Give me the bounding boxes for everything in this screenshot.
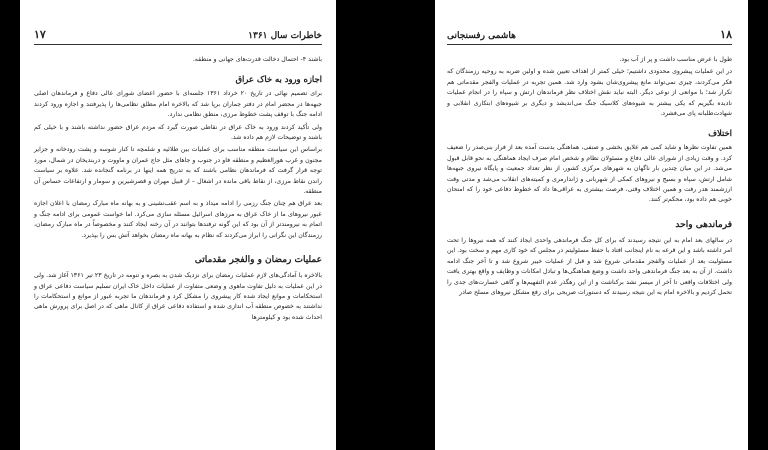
page-number: ۱۸: [720, 28, 732, 41]
page-number: ۱۷: [34, 28, 46, 41]
running-title: خاطرات سال ۱۳۶۱: [248, 31, 322, 41]
paragraph: در سالهای بعد امام به این نتیجه رسیدند که برای کل جنگ فرماندهی واحدی ایجاد کنند که همه نیروها را تحت امر داشته باشد و این قرعه به نام اینجانب افتاد با حفظ مسئولیتم در مجلس که خود کاری مهم و سخت بود. این مسئولیت بعد از عملیات والفجر مقدماتی شروع شد و قبل از عملیات خیبر شروع شد و تا آخر جنگ ادامه داشت. از آن به بعد جنگ فرماندهی واحد داشت و وضع هماهنگی‌ها و تبادل امکانات و وظایف و واقع بهتری یافت ولی اختلافات واقعی تا آخر از میسر نشد برکناشت و از این رهگذر عدم التفهیم‌ها و گاهی خسارت‌های جدی را تحمل کردیم و بالاخره امام به این نتیجه رسیدند که دستورات صریحی برای رفع مشکل نیروهای مسلح صادر: [447, 236, 732, 296]
paragraph: بالاخره با آمادگی‌های لازم عملیات رمضان برای نزدیک شدن به بصره و تنومه در تاریخ ۲۳ تیر ۱۳۶۱ آغاز شد. ولی در این عملیات به دلیل تفاوت ماهوی و وضعی متفاوت از عملیات داخل خاک ایران تسلیم سیاست دفاعی عراق و استحکامات و موانع ایجاد شده کار پیشروی را مشکل کرد و فرماندهان ما تجربه عبور از موانع و استحکامات را نداشتند به خصوص منطقه آب اندازی شده و استفاده دفاعی عراق از کانال ماهی که در اصل برای پرورش ماهی احداث شده بود و کیلومترها: [34, 272, 322, 321]
section-heading: اجازه ورود به خاک عراق: [235, 74, 322, 85]
left-page: [20, 0, 336, 450]
paragraph: بعد عراق هم چنان جنگ رزمی را ادامه میداد و به اسم عقب‌نشینی و به بهانه ماه مبارک رمضان با اعلان اجازه عبور نیروهای ما از خاک عراق به مرزهای اسرائیل مسئله سازی می‌کرد. اما خواست عمومی برای ادامه جنگ و اتمام به نیرومندتر از آن بود که این گونه ترفندها بتوانند در آن رخنه ایجاد کنند و مخصوصاً در ماه مبارک رمضان، رزمندگان این نگرانی را ابراز می‌کردند که نظام به بهانه ماه رمضان بخواهد آتش بس را بپذیرد.: [34, 200, 322, 239]
section-heading: اختلاف: [708, 128, 732, 139]
running-title: هاشمی رفسنجانی: [447, 31, 516, 41]
right-page: [435, 0, 748, 450]
page-header: [34, 28, 322, 45]
section-heading: عملیات رمضان و والفجر مقدماتی: [194, 255, 322, 266]
paragraph: همین تفاوت نظرها و شاید کمی هم علایق بخشی و صنفی، هماهنگی بدست آمده بعد از فرار بنی‌صدر را ضعیف کرد. و وقت زیادی از شورای عالی دفاع و مسئولان نظام و شخص امام صرف ایجاد هماهنگی به نحو قابل قبول می‌شد. در این میان چندین بار ناگهان به شهرهای مرکزی کشور، از نظر تعداد جمعیت و پایگاه نیروی جبهه‌ها شامل ارتش، سپاه و بسیج و نیروهای کمکی از شهربانی و ژاندارمری و کمیته‌های انقلاب می‌شد و مدتی وقت ارزشمند هدر رفت و همین اختلاف وقتی، فرصت بیشتری به عراقی‌ها داد که خطوط دفاعی خود را که امتحان خوبی هم داده بود، محکم‌تر کنند.: [447, 144, 732, 204]
paragraph: در این عملیات پیشروی محدودی داشتیم؛ خیلی کمتر از اهداف تعیین شده و اولین ضربه به روحیه رزمندگان که فکر می‌کردند، چیزی نمی‌تواند مانع پیشروی‌شان بشود وارد شد. همین تجربه در عملیات والفجر مقدماتی هم تکرار شد؛ با موانعی از نوعی دیگر. البته نباید نقش اختلاف نظر فرماندهان ارتش و سپاه را در انجام عملیات نادیده بگیریم که یکی بیشتر به شیوه‌های کلاسیک جنگ می‌اندیشد و دیگری بر شیوه‌های ابتکاری انقلابی و شهادت‌طلبانه پای می‌فشرد.: [447, 68, 732, 118]
paragraph: برای تصمیم نهائی در تاریخ ۲۰ خرداد ۱۳۶۱ جلسه‌ای با حضور اعضای شورای عالی دفاع و فرماندهان اصلی جبهه‌ها در محضر امام در دفتر جماران برپا شد که بالاخره امام مطلق نظامی‌ها را پذیرفتند و اجازه ورود کردند ادامه جنگ با توقف پشت خطوط مرزی، منطق نظامی ندارد.: [34, 90, 323, 119]
paragraph: ولی تأکید کردند ورود به خاک عراق در نقاطی صورت گیرد که مردم عراق حضور نداشته باشند و با خیلی کم باشند و توضیحات لازم هم داده شد.: [34, 123, 322, 142]
paragraph: براساس این سیاست منطقه مناسب برای عملیات بین طلائیه و شلمچه تا کنار شوسه و پشت رودخانه و جزایر مجنون و غرب هورالعظیم و منطقه فاو در جنوب و جاهای مثل حاج عمران و ماووت و دربندیخان در شمال، مورد توجه قرار گرفت که فرماندهان نظامی باشند که به تدریج همه اینها در برنامه گنجانده شد. علاوه بر سیاست راندن نقاط مرزی، از نقاط باقی مانده در اشغال – از قبیل مهران و قصرشیرین و سومار و ارتفاعات حساس آن منطقه.: [34, 146, 322, 196]
section-heading: فرماندهی واحد: [675, 219, 732, 230]
paragraph: طول با عرض مناسب داشت و پر از آب بود.: [619, 56, 732, 63]
page-header: [447, 28, 732, 45]
intro-text: باشند ۴- احتمال دخالت قدرت‌های جهانی و منطقه.: [192, 56, 322, 63]
